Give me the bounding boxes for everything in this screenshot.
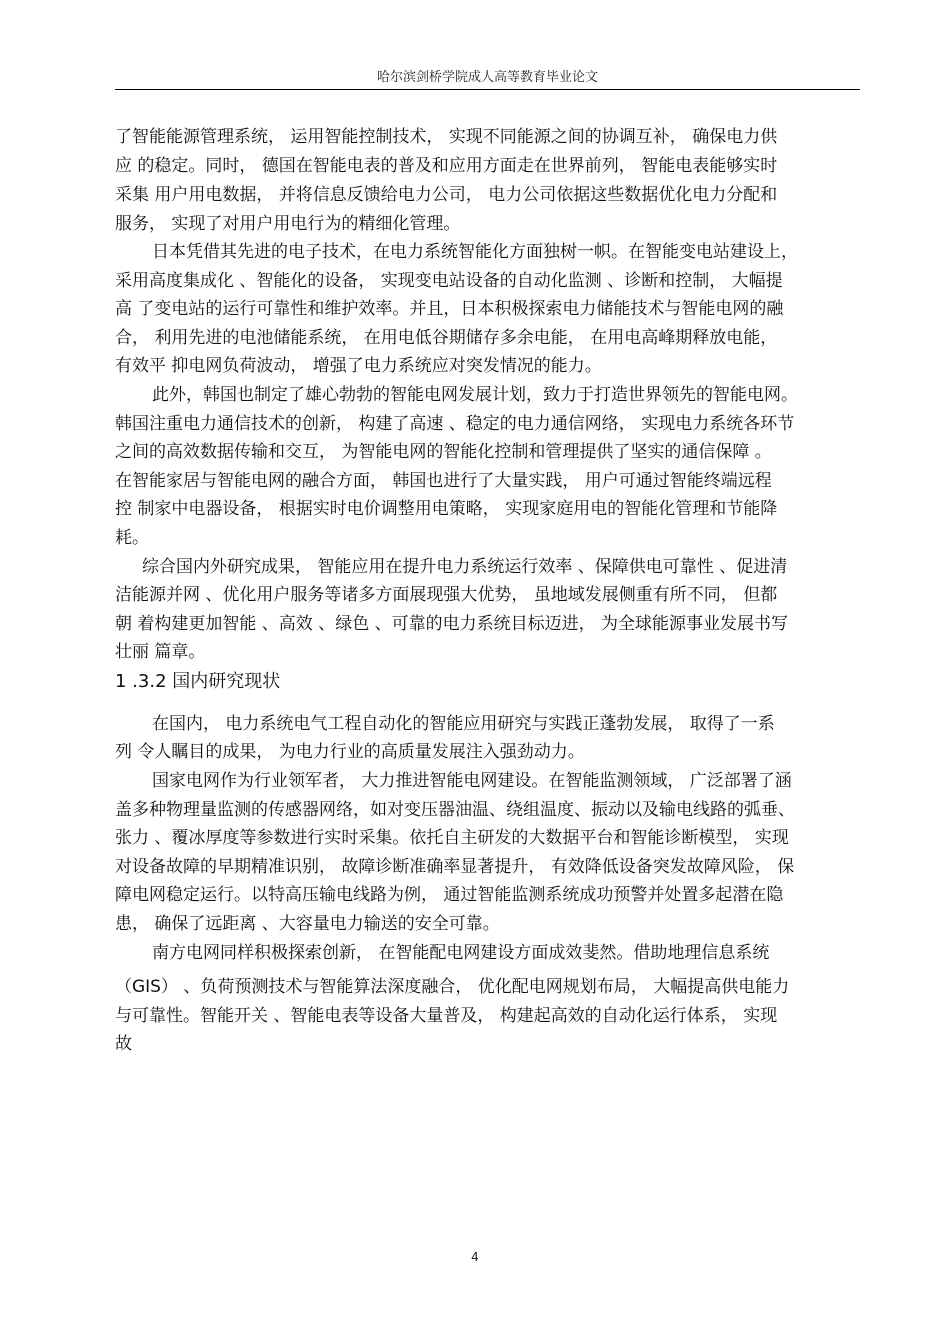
- body-line: 采集 用户用电数据， 并将信息反馈给电力公司， 电力公司依据这些数据优化电力分配和: [115, 185, 778, 205]
- body-line: 壮丽 篇章。: [115, 642, 206, 662]
- paragraph-start-line: 在国内， 电力系统电气工程自动化的智能应用研究与实践正蓬勃发展， 取得了一系: [152, 714, 775, 734]
- body-line: 合， 利用先进的电池储能系统， 在用电低谷期储存多余电能， 在用电高峰期释放电能，: [115, 328, 778, 348]
- body-line: 韩国注重电力通信技术的创新， 构建了高速 、稳定的电力通信网络， 实现电力系统各环节: [115, 414, 795, 434]
- page-header: 哈尔滨剑桥学院成人高等教育毕业论文: [376, 70, 598, 85]
- body-line: 应 的稳定。同时， 德国在智能电表的普及和应用方面走在世界前列， 智能电表能够实时: [115, 156, 778, 176]
- body-line: 对设备故障的早期精准识别， 故障诊断准确率显著提升， 有效降低设备突发故障风险， 保: [115, 857, 795, 877]
- body-line: 故: [115, 1034, 132, 1054]
- header-divider: [115, 89, 860, 90]
- body-line: 障电网稳定运行。以特高压输电线路为例， 通过智能监测系统成功预警并处置多起潜在隐: [115, 885, 784, 905]
- body-line: 之间的高效数据传输和交互， 为智能电网的智能化控制和管理提供了坚实的通信保障 。: [115, 442, 772, 462]
- body-line: 与可靠性。智能开关 、智能电表等设备大量普及， 构建起高效的自动化运行体系， 实现: [115, 1006, 778, 1026]
- body-line: 高 了变电站的运行可靠性和维护效率。并且，日本积极探索电力储能技术与智能电网的融: [115, 299, 784, 319]
- body-line: 洁能源并网 、优化用户服务等诸多方面展现强大优势， 虽地域发展侧重有所不同， 但都: [115, 585, 778, 605]
- body-line: 服务， 实现了对用户用电行为的精细化管理。: [115, 214, 461, 234]
- body-line: 盖多种物理量监测的传感器网络，如对变压器油温、绕组温度、振动以及输电线路的弧垂、: [115, 800, 795, 820]
- section-heading: 1 .3.2 国内研究现状: [115, 671, 281, 692]
- paragraph-start-line: 南方电网同样积极探索创新， 在智能配电网建设方面成效斐然。借助地理信息系统: [152, 943, 770, 963]
- body-line: 张力 、覆冰厚度等参数进行实时采集。依托自主研发的大数据平台和智能诊断模型， 实现: [115, 828, 789, 848]
- body-line: 患， 确保了远距离 、大容量电力输送的安全可靠。: [115, 914, 500, 934]
- body-line: 控 制家中电器设备， 根据实时电价调整用电策略， 实现家庭用电的智能化管理和节能降: [115, 499, 778, 519]
- body-line: 朝 着构建更加智能 、高效 、绿色 、可靠的电力系统目标迈进， 为全球能源事业发展书写: [115, 614, 789, 634]
- body-line: 采用高度集成化 、智能化的设备， 实现变电站设备的自动化监测 、诊断和控制， 大幅提: [115, 271, 783, 291]
- body-line: 列 令人瞩目的成果， 为电力行业的高质量发展注入强劲动力。: [115, 742, 585, 762]
- body-line: 有效平 抑电网负荷波动， 增强了电力系统应对突发情况的能力。: [115, 356, 602, 376]
- paragraph-start-line: 国家电网作为行业领军者， 大力推进智能电网建设。在智能监测领域， 广泛部署了涵: [152, 771, 792, 791]
- body-line: 了智能能源管理系统， 运用智能控制技术， 实现不同能源之间的协调互补， 确保电力供: [115, 127, 778, 147]
- body-line: （GIS） 、负荷预测技术与智能算法深度融合， 优化配电网规划布局， 大幅提高供电能力: [115, 977, 790, 997]
- paragraph-start-line: 综合国内外研究成果， 智能应用在提升电力系统运行效率 、保障供电可靠性 、促进清: [142, 557, 788, 577]
- paragraph-start-line: 此外，韩国也制定了雄心勃勃的智能电网发展计划，致力于打造世界领先的智能电网。: [152, 385, 798, 405]
- body-line: 在智能家居与智能电网的融合方面， 韩国也进行了大量实践， 用户可通过智能终端远程: [115, 471, 772, 491]
- paragraph-start-line: 日本凭借其先进的电子技术，在电力系统智能化方面独树一帜。在智能变电站建设上，: [152, 242, 798, 262]
- page-number: 4: [471, 1250, 479, 1264]
- body-line: 耗。: [115, 528, 149, 548]
